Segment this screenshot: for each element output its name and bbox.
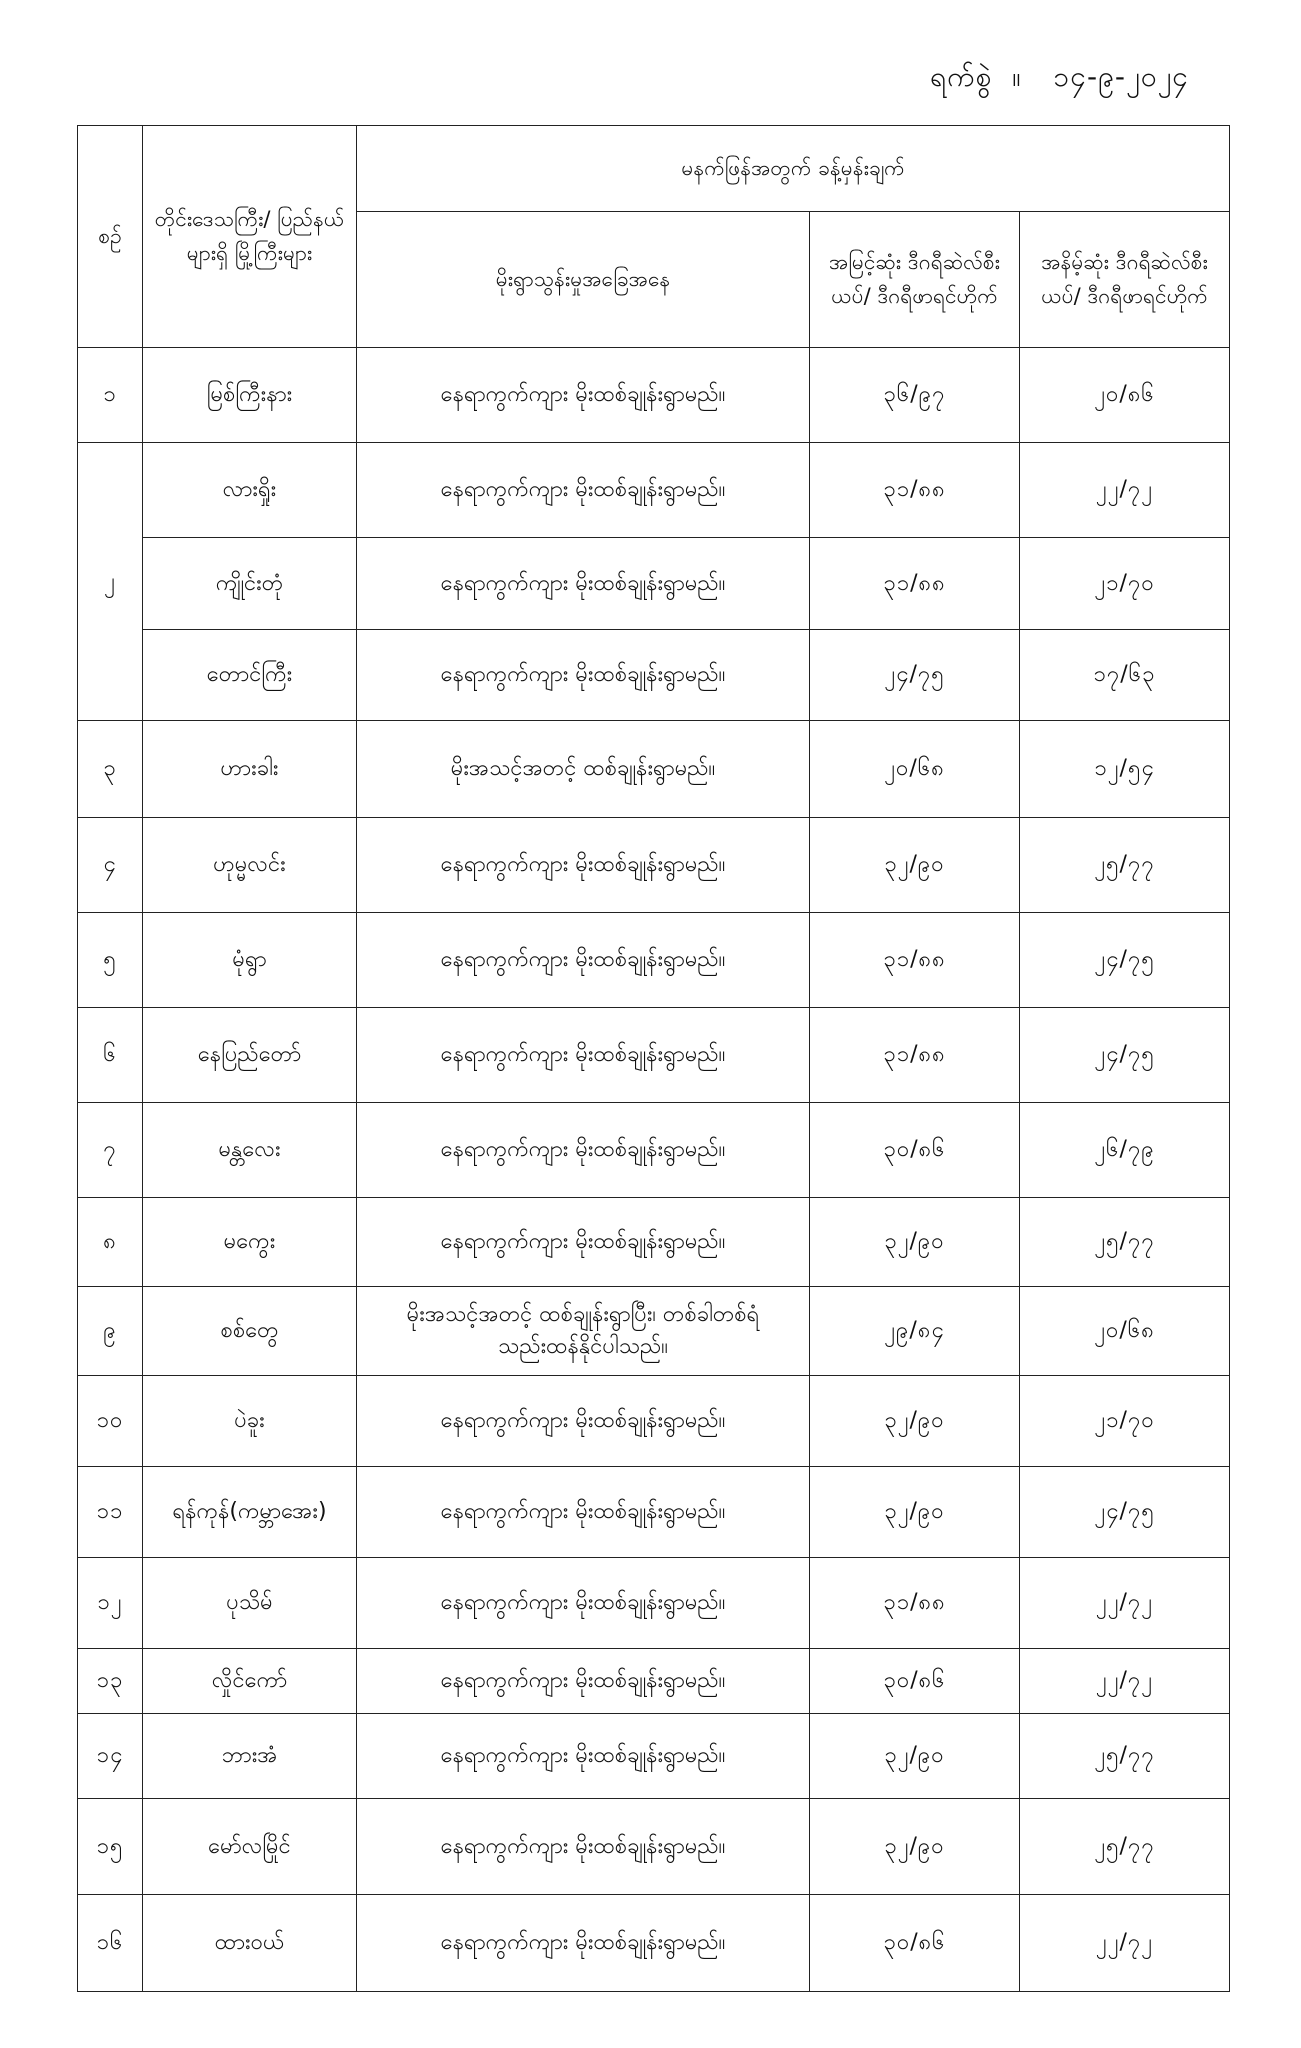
table-row xyxy=(78,1558,1230,1649)
table-row xyxy=(78,818,1230,913)
row-max-temp: ၃၂/၉၀ xyxy=(810,1799,1020,1895)
row-min-temp: ၂၁/၇၀ xyxy=(1020,538,1230,630)
table-row xyxy=(78,538,1230,630)
date-line xyxy=(930,58,1189,100)
row-rain: နေရာကွက်ကျား မိုးထစ်ချုန်းရွာမည်။ xyxy=(357,913,810,1008)
row-no: ၈ xyxy=(78,1198,143,1287)
row-min-temp: ၂၅/၇၇ xyxy=(1020,818,1230,913)
row-rain: နေရာကွက်ကျား မိုးထစ်ချုန်းရွာမည်။ xyxy=(357,818,810,913)
row-station: တောင်ကြီး xyxy=(143,630,357,721)
row-rain: မိုးအသင့်အတင့် ထစ်ချုန်းရွာပြီး၊ တစ်ခါတစ်ရံ သည်းထန်နိုင်ပါသည်။ xyxy=(357,1287,810,1376)
row-station: စစ်တွေ xyxy=(143,1287,357,1376)
table-row xyxy=(78,1895,1230,1992)
row-no: ၂ xyxy=(78,443,143,721)
row-station: ရန်ကုန်(ကမ္ဘာအေး) xyxy=(143,1467,357,1558)
row-min-temp: ၂၅/၇၇ xyxy=(1020,1198,1230,1287)
row-max-temp: ၃၁/၈၈ xyxy=(810,913,1020,1008)
row-station: ဟုမ္မလင်း xyxy=(143,818,357,913)
row-max-temp: ၃၁/၈၈ xyxy=(810,538,1020,630)
table-row xyxy=(78,630,1230,721)
row-rain: နေရာကွက်ကျား မိုးထစ်ချုန်းရွာမည်။ xyxy=(357,1799,810,1895)
row-station: ဘားအံ xyxy=(143,1714,357,1799)
header-no: စဉ် xyxy=(78,126,143,348)
table-row xyxy=(78,1287,1230,1376)
header-rain: မိုးရွာသွန်းမှုအခြေအနေ xyxy=(357,212,810,348)
table-row xyxy=(78,1467,1230,1558)
header-max-temp: အမြင့်ဆုံး ဒီဂရီဆဲလ်စီးယပ်/ ဒီဂရီဖာရင်ဟိုက် xyxy=(810,212,1020,348)
row-max-temp: ၃၁/၈၈ xyxy=(810,443,1020,538)
table-row xyxy=(78,1008,1230,1103)
row-max-temp: ၃၂/၉၀ xyxy=(810,818,1020,913)
row-min-temp: ၂၅/၇၇ xyxy=(1020,1714,1230,1799)
row-max-temp: ၃၂/၉၀ xyxy=(810,1714,1020,1799)
row-max-temp: ၂၀/၆၈ xyxy=(810,721,1020,818)
row-no: ၇ xyxy=(78,1103,143,1198)
row-rain: နေရာကွက်ကျား မိုးထစ်ချုန်းရွာမည်။ xyxy=(357,1649,810,1714)
row-min-temp: ၂၄/၇၅ xyxy=(1020,1008,1230,1103)
row-station: လှိုင်ကော် xyxy=(143,1649,357,1714)
table-row xyxy=(78,1376,1230,1467)
row-min-temp: ၂၆/၇၉ xyxy=(1020,1103,1230,1198)
row-station: မော်လမြိုင် xyxy=(143,1799,357,1895)
row-min-temp: ၂၂/၇၂ xyxy=(1020,1895,1230,1992)
date-value: ၁၄-၉-၂၀၂၄ xyxy=(1053,60,1189,93)
row-max-temp: ၃၀/၈၆ xyxy=(810,1649,1020,1714)
table-row xyxy=(78,1103,1230,1198)
table-row xyxy=(78,1649,1230,1714)
row-max-temp: ၃၁/၈၈ xyxy=(810,1008,1020,1103)
row-rain: နေရာကွက်ကျား မိုးထစ်ချုန်းရွာမည်။ xyxy=(357,1895,810,1992)
row-station: ဟားခါး xyxy=(143,721,357,818)
row-no: ၁၆ xyxy=(78,1895,143,1992)
header-forecast-group: မနက်ဖြန်အတွက် ခန့်မှန်းချက် xyxy=(357,126,1230,212)
table-row xyxy=(78,348,1230,443)
row-station: မုံရွာ xyxy=(143,913,357,1008)
row-no: ၆ xyxy=(78,1008,143,1103)
row-no: ၅ xyxy=(78,913,143,1008)
row-rain: နေရာကွက်ကျား မိုးထစ်ချုန်းရွာမည်။ xyxy=(357,1198,810,1287)
row-max-temp: ၃၂/၉၀ xyxy=(810,1376,1020,1467)
row-station: လားရှိုး xyxy=(143,443,357,538)
row-rain: နေရာကွက်ကျား မိုးထစ်ချုန်းရွာမည်။ xyxy=(357,1103,810,1198)
row-min-temp: ၂၅/၇၇ xyxy=(1020,1799,1230,1895)
row-max-temp: ၃၆/၉၇ xyxy=(810,348,1020,443)
row-no: ၁ xyxy=(78,348,143,443)
row-no: ၁၀ xyxy=(78,1376,143,1467)
row-max-temp: ၂၄/၇၅ xyxy=(810,630,1020,721)
row-min-temp: ၂၄/၇၅ xyxy=(1020,913,1230,1008)
forecast-table xyxy=(77,125,1230,1992)
row-max-temp: ၃၀/၈၆ xyxy=(810,1895,1020,1992)
row-no: ၁၄ xyxy=(78,1714,143,1799)
row-rain: နေရာကွက်ကျား မိုးထစ်ချုန်းရွာမည်။ xyxy=(357,1376,810,1467)
row-station: ကျိုင်းတုံ xyxy=(143,538,357,630)
row-rain: နေရာကွက်ကျား မိုးထစ်ချုန်းရွာမည်။ xyxy=(357,1008,810,1103)
date-separator: ။ xyxy=(1012,60,1022,93)
row-min-temp: ၂၂/၇၂ xyxy=(1020,443,1230,538)
row-max-temp: ၃၀/၈၆ xyxy=(810,1103,1020,1198)
row-min-temp: ၂၀/၈၆ xyxy=(1020,348,1230,443)
row-min-temp: ၂၁/၇၀ xyxy=(1020,1376,1230,1467)
row-station: မကွေး xyxy=(143,1198,357,1287)
row-rain: နေရာကွက်ကျား မိုးထစ်ချုန်းရွာမည်။ xyxy=(357,1714,810,1799)
table-row xyxy=(78,913,1230,1008)
row-no: ၄ xyxy=(78,818,143,913)
row-rain: မိုးအသင့်အတင့် ထစ်ချုန်းရွာမည်။ xyxy=(357,721,810,818)
row-max-temp: ၃၂/၉၀ xyxy=(810,1198,1020,1287)
table-row xyxy=(78,1714,1230,1799)
row-rain: နေရာကွက်ကျား မိုးထစ်ချုန်းရွာမည်။ xyxy=(357,538,810,630)
row-max-temp: ၃၂/၉၀ xyxy=(810,1467,1020,1558)
table-row xyxy=(78,1799,1230,1895)
row-no: ၁၅ xyxy=(78,1799,143,1895)
header-min-temp: အနိမ့်ဆုံး ဒီဂရီဆဲလ်စီးယပ်/ ဒီဂရီဖာရင်ဟိုက် xyxy=(1020,212,1230,348)
row-station: ပုသိမ် xyxy=(143,1558,357,1649)
row-station: ပဲခူး xyxy=(143,1376,357,1467)
row-station: ထားဝယ် xyxy=(143,1895,357,1992)
table-row xyxy=(78,721,1230,818)
row-min-temp: ၁၂/၅၄ xyxy=(1020,721,1230,818)
row-no: ၁၃ xyxy=(78,1649,143,1714)
row-min-temp: ၂၂/၇၂ xyxy=(1020,1649,1230,1714)
row-max-temp: ၂၉/၈၄ xyxy=(810,1287,1020,1376)
row-no: ၃ xyxy=(78,721,143,818)
row-rain: နေရာကွက်ကျား မိုးထစ်ချုန်းရွာမည်။ xyxy=(357,1558,810,1649)
row-min-temp: ၁၇/၆၃ xyxy=(1020,630,1230,721)
row-rain: နေရာကွက်ကျား မိုးထစ်ချုန်းရွာမည်။ xyxy=(357,348,810,443)
row-min-temp: ၂၀/၆၈ xyxy=(1020,1287,1230,1376)
row-min-temp: ၂၄/၇၅ xyxy=(1020,1467,1230,1558)
table-row xyxy=(78,1198,1230,1287)
row-no: ၉ xyxy=(78,1287,143,1376)
row-no: ၁၁ xyxy=(78,1467,143,1558)
row-station: မန္တလေး xyxy=(143,1103,357,1198)
row-station: မြစ်ကြီးနား xyxy=(143,348,357,443)
row-rain: နေရာကွက်ကျား မိုးထစ်ချုန်းရွာမည်။ xyxy=(357,1467,810,1558)
row-max-temp: ၃၁/၈၈ xyxy=(810,1558,1020,1649)
row-rain: နေရာကွက်ကျား မိုးထစ်ချုန်းရွာမည်။ xyxy=(357,630,810,721)
row-rain: နေရာကွက်ကျား မိုးထစ်ချုန်းရွာမည်။ xyxy=(357,443,810,538)
row-min-temp: ၂၂/၇၂ xyxy=(1020,1558,1230,1649)
table-row xyxy=(78,443,1230,538)
row-no: ၁၂ xyxy=(78,1558,143,1649)
row-station: နေပြည်တော် xyxy=(143,1008,357,1103)
header-station: တိုင်းဒေသကြီး/ ပြည်နယ်များရှိ မြို့ကြီးများ xyxy=(143,126,357,348)
date-label: ရက်စွဲ xyxy=(930,60,993,93)
